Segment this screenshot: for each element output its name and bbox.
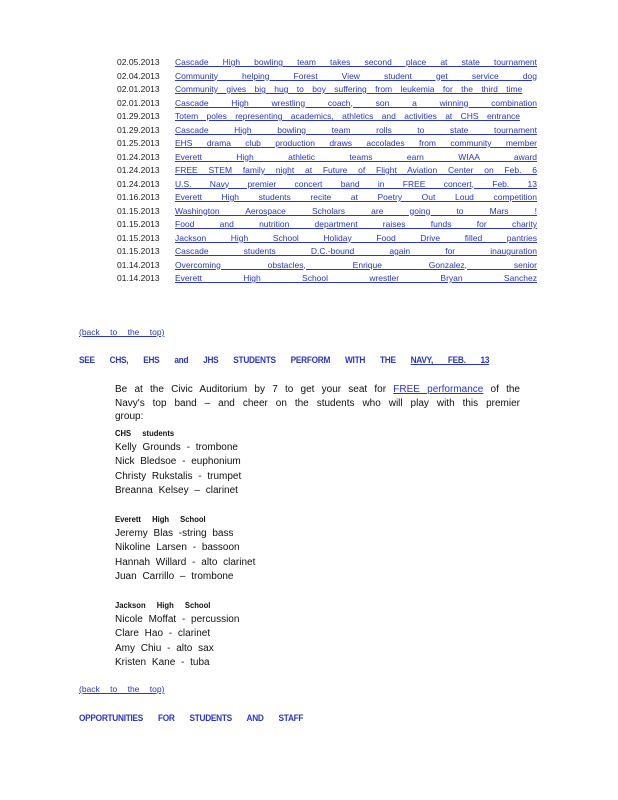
news-item [117,191,537,205]
news-link[interactable]: Cascade High bowling team takes second place at state tournament [175,57,537,67]
news-date: 01.15.2013 [117,246,160,256]
student-line: Kelly Grounds - trombone [115,441,238,453]
student-group-chs [115,426,241,499]
student-line: Nikoline Larsen - bassoon [115,542,240,553]
news-link[interactable]: EHS drama club production draws accolades from community member [175,138,537,148]
news-date: 02.04.2013 [117,70,160,81]
news-link[interactable]: Food and nutrition department raises funds for charity [175,219,537,229]
back-to-top-link[interactable]: (back to the top) [79,684,165,694]
student-line: Clare Hao - clarinet [115,628,211,639]
group-title: Everett High School [115,514,206,524]
student-line: Jeremy Blas -string bass [115,527,234,539]
free-performance-link[interactable]: FREE performance [393,384,484,395]
student-line: Christy Rukstalis - trumpet [115,470,242,482]
student-line: Breanna Kelsey – clarinet [115,485,238,496]
intro-paragraph [115,383,520,424]
student-line: Nicole Moffat - percussion [115,613,240,625]
intro-text-start: Be at the Civic Auditorium by 7 to get your seat for [115,384,387,395]
news-item [117,205,537,219]
section-heading-opportunities: OPPORTUNITIES FOR STUDENTS AND STAFF [79,713,304,723]
news-date: 02.01.2013 [117,97,160,108]
news-link[interactable]: Cascade students D.C.-bound again for inauguration [175,246,537,256]
news-item [117,124,537,138]
news-date: 01.15.2013 [117,219,160,229]
news-link[interactable]: Everett High athletic teams earn WIAA award [175,151,537,162]
news-item [117,137,537,151]
news-date: 01.25.2013 [117,138,160,148]
news-date: 01.15.2013 [117,205,160,216]
news-item [117,272,537,286]
news-item [117,56,537,70]
news-item [117,110,537,124]
news-item [117,259,537,273]
student-line: Nick Bledsoe - euphonium [115,456,241,467]
news-date: 01.29.2013 [117,124,160,135]
news-date: 01.16.2013 [117,192,160,202]
heading-text: SEE CHS, EHS and JHS STUDENTS PERFORM WITH THE [79,355,396,365]
news-item [117,70,537,84]
student-group-jackson [115,598,239,671]
student-line: Kristen Kane - tuba [115,657,210,668]
news-date: 01.24.2013 [117,165,160,175]
group-title: CHS students [115,428,175,438]
student-line: Hannah Willard - alto clarinet [115,556,256,568]
news-date: 01.24.2013 [117,178,160,189]
section-heading-navy-performance [79,355,489,365]
news-item [117,164,537,178]
news-item [117,83,537,97]
news-link[interactable]: Community helping Forest View student get service dog [175,70,537,81]
news-link[interactable]: FREE STEM family night at Future of Flight Aviation Center on Feb. 6 [175,165,537,175]
news-link[interactable]: Jackson High School Holiday Food Drive filled pantries [175,232,537,243]
news-date: 01.29.2013 [117,111,160,121]
news-date: 01.15.2013 [117,232,160,243]
news-link[interactable]: Cascade High wrestling coach, son a winning combination [175,97,537,108]
group-title: Jackson High School [115,600,211,610]
news-link[interactable]: U.S. Navy premier concert band in FREE concert, Feb. 13 [175,178,537,189]
news-item [117,245,537,259]
news-date: 01.24.2013 [117,151,160,162]
student-line: Amy Chiu - alto sax [115,642,214,654]
news-link[interactable]: Cascade High bowling team rolls to state tournament [175,124,537,135]
news-link[interactable]: Overcoming obstacles, Enrique Gonzalez, senior [175,259,537,270]
news-date: 01.14.2013 [117,273,160,283]
news-item [117,232,537,246]
news-list [117,56,537,286]
student-group-everett [115,512,255,585]
news-item [117,178,537,192]
news-date: 01.14.2013 [117,259,160,270]
news-link[interactable]: Washington Aerospace Scholars are going to Mars ! [175,205,537,216]
back-to-top-link[interactable]: (back to the top) [79,327,165,337]
news-item [117,151,537,165]
news-link[interactable]: Totem poles representing academics, athletics and activities at CHS entrance [175,111,521,121]
news-date: 02.01.2013 [117,84,160,94]
news-item [117,218,537,232]
student-line: Juan Carrillo – trombone [115,571,234,582]
news-item [117,97,537,111]
intro-text-end: of the Navy's top band – and cheer on the students who will play with this premier group: [115,384,520,422]
news-date: 02.05.2013 [117,57,160,67]
news-link[interactable]: Everett High School wrestler Bryan Sanchez [175,273,537,283]
heading-link[interactable]: NAVY, FEB. 13 [410,355,490,365]
news-link[interactable]: Community gives big hug to boy suffering from leukemia for the third time [175,84,523,94]
news-link[interactable]: Everett High students recite at Poetry Out Loud competition [175,192,537,202]
